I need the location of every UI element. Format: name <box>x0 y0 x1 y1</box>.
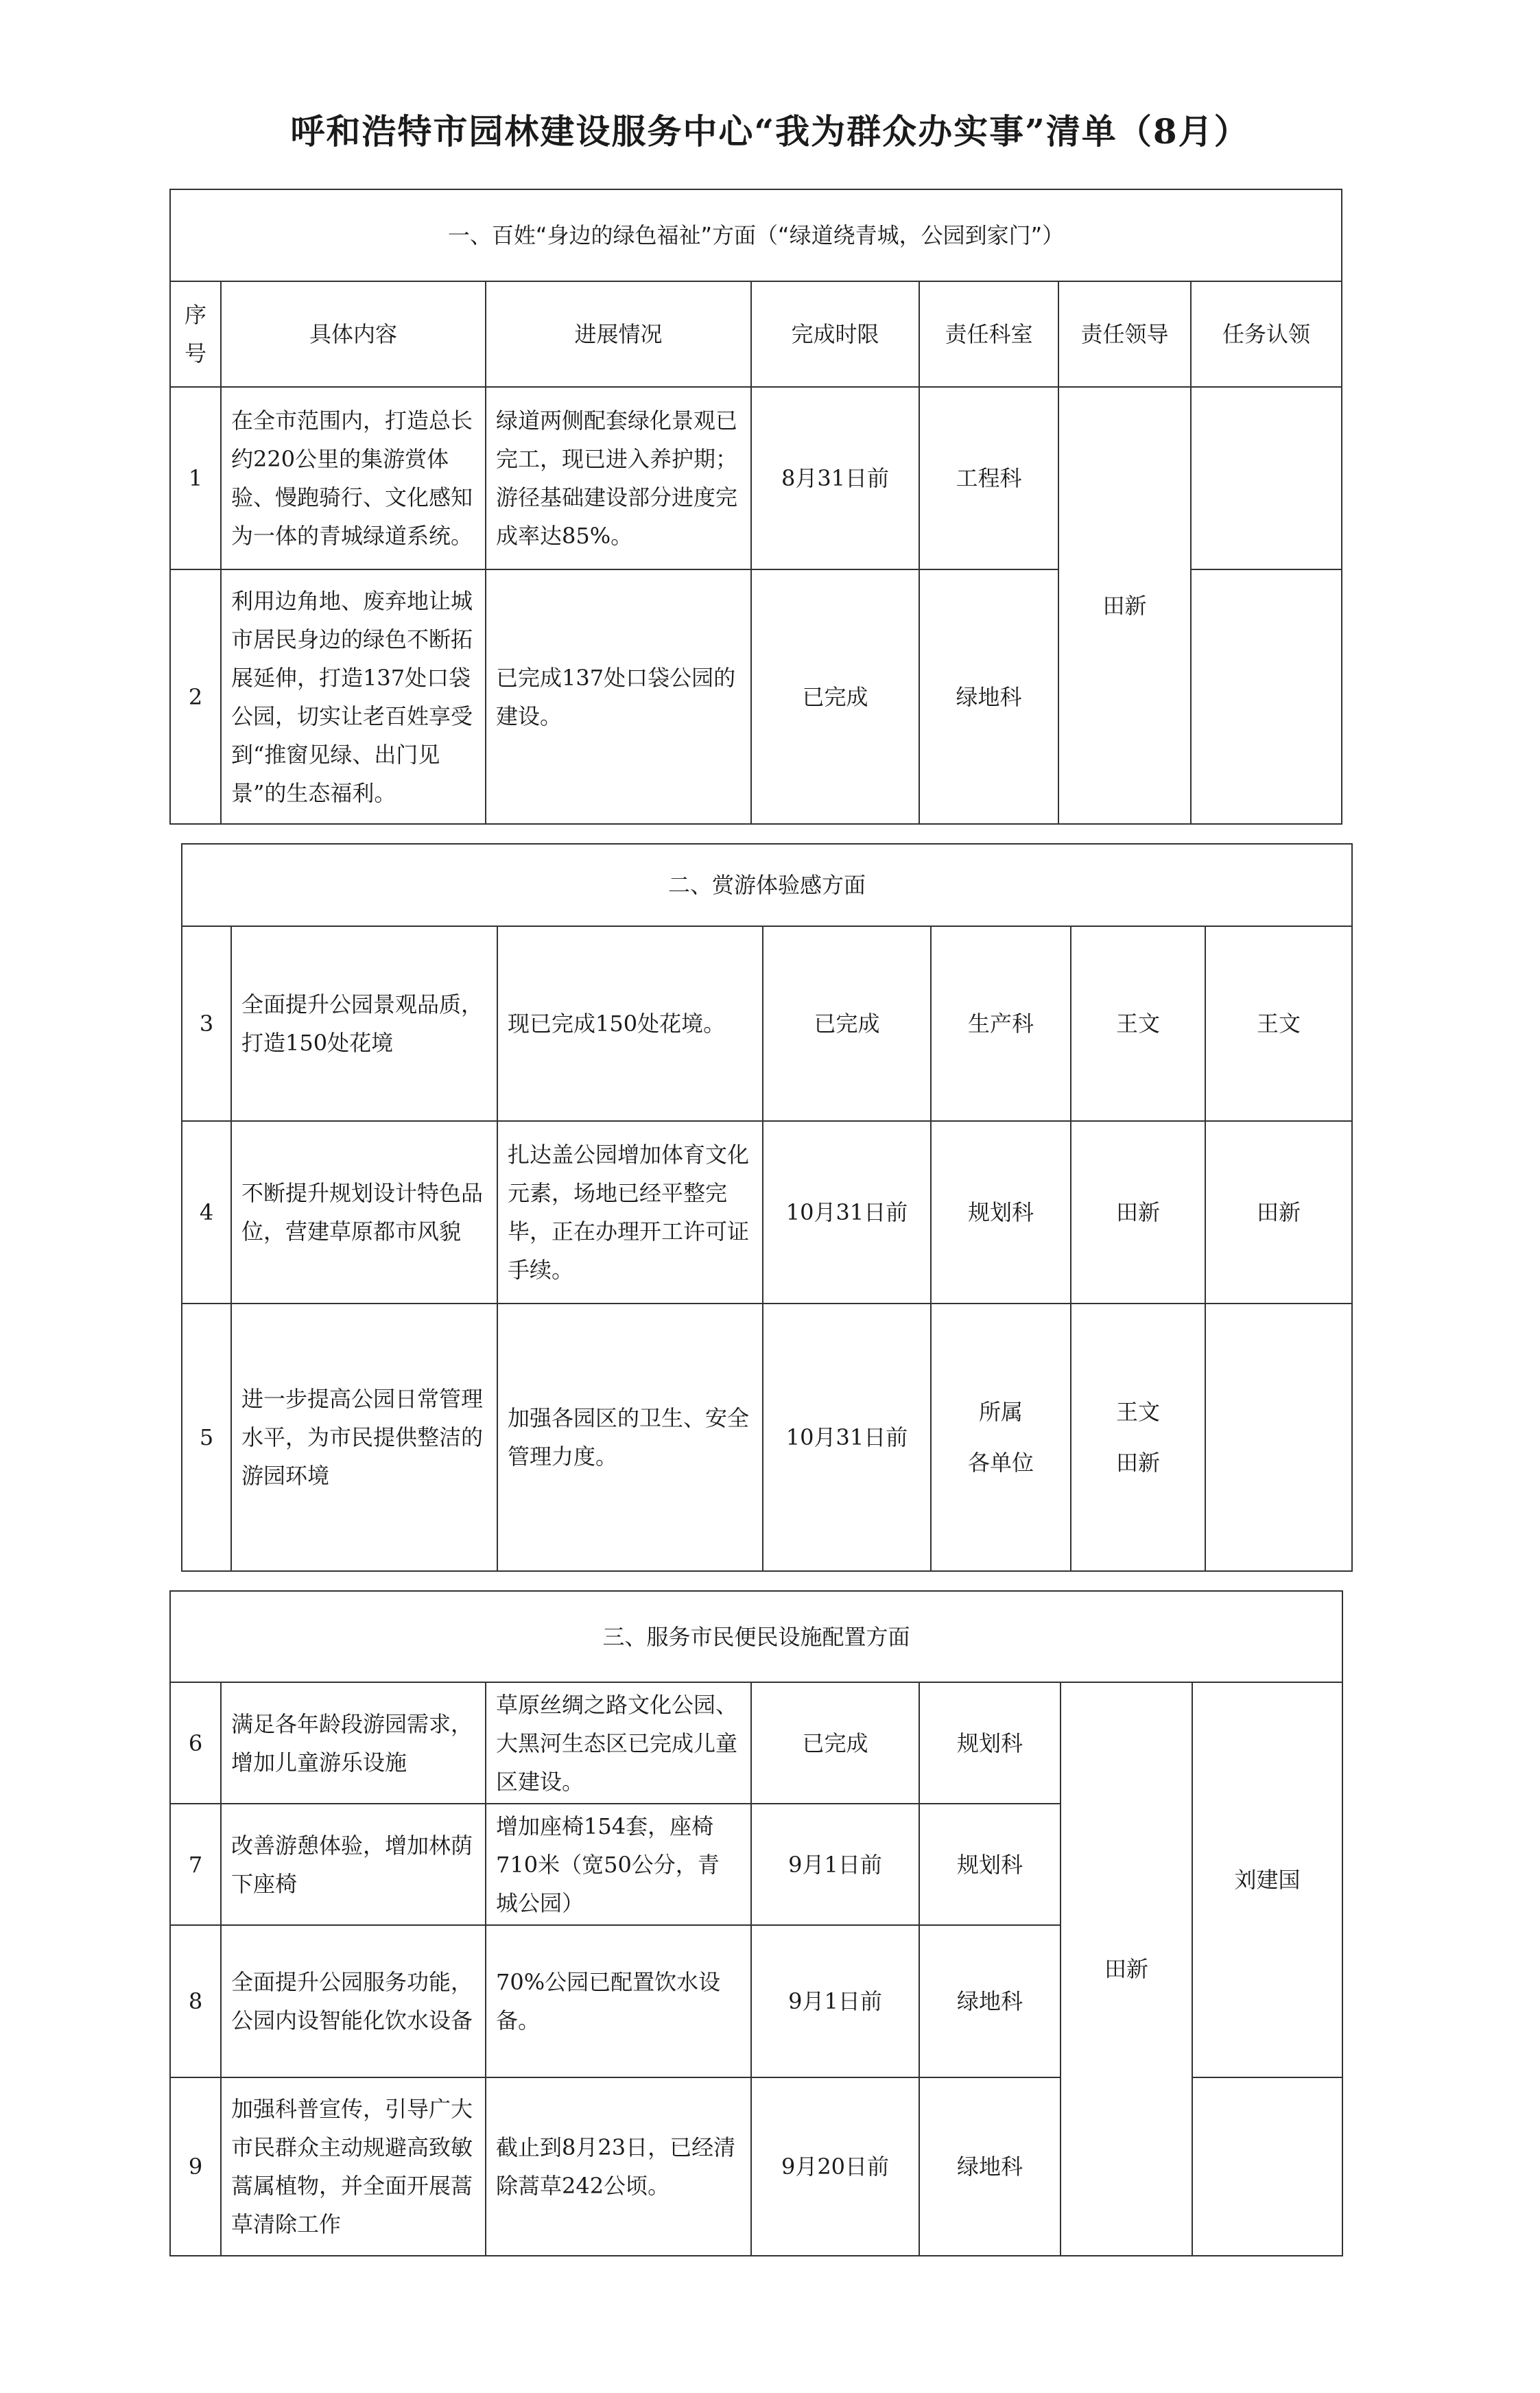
row-content: 全面提升公园景观品质，打造150处花境 <box>231 926 497 1121</box>
row-leader: 田新 <box>1071 1121 1205 1304</box>
table-row <box>170 1682 1342 1804</box>
row-number: 7 <box>170 1804 221 1925</box>
table-row <box>182 1304 1352 1571</box>
row-claim <box>1192 2077 1342 2256</box>
section1-leader: 田新 <box>1058 387 1191 824</box>
row-dept: 规划科 <box>931 1121 1071 1304</box>
col-seq-header: 序号 <box>170 281 221 387</box>
row-number: 9 <box>170 2077 221 2256</box>
row-dept: 绿地科 <box>919 2077 1061 2256</box>
row-content: 不断提升规划设计特色品位，营建草原都市风貌 <box>231 1121 497 1304</box>
row-deadline: 10月31日前 <box>763 1121 931 1304</box>
document-title: 呼和浩特市园林建设服务中心“我为群众办实事”清单（8月） <box>290 111 1250 152</box>
row-progress: 截止到8月23日，已经清除蒿草242公顷。 <box>486 2077 751 2256</box>
row-number: 8 <box>170 1925 221 2077</box>
row-progress: 现已完成150处花境。 <box>497 926 763 1121</box>
row-leader <box>1071 1304 1205 1571</box>
section1-heading: 一、百姓“身边的绿色福祉”方面（“绿道绕青城，公园到家门”） <box>170 189 1342 281</box>
row-deadline: 9月1日前 <box>751 1804 919 1925</box>
section3-claim: 刘建国 <box>1192 1682 1342 2077</box>
row-dept: 绿地科 <box>919 569 1058 824</box>
row-leader-line: 田新 <box>1115 1450 1160 1476</box>
row-leader: 王文 <box>1071 926 1205 1121</box>
row-dept <box>931 1304 1071 1571</box>
row-number: 1 <box>170 387 221 569</box>
col-progress-header: 进展情况 <box>486 281 751 387</box>
row-number: 6 <box>170 1682 221 1804</box>
row-claim <box>1191 569 1342 824</box>
row-progress: 草原丝绸之路文化公园、大黑河生态区已完成儿童区建设。 <box>486 1682 751 1804</box>
row-claim: 王文 <box>1205 926 1352 1121</box>
col-leader-header: 责任领导 <box>1058 281 1191 387</box>
row-dept: 规划科 <box>919 1682 1061 1804</box>
row-content: 加强科普宣传，引导广大市民群众主动规避高致敏蒿属植物，并全面开展蒿草清除工作 <box>221 2077 486 2256</box>
row-content: 在全市范围内，打造总长约220公里的集游赏体验、慢跑骑行、文化感知为一体的青城绿道系统。 <box>221 387 486 569</box>
row-progress: 增加座椅154套，座椅710米（宽50公分，青城公园） <box>486 1804 751 1925</box>
row-claim <box>1205 1304 1352 1571</box>
section3-table <box>169 1590 1343 2256</box>
row-dept: 规划科 <box>919 1804 1061 1925</box>
row-content: 全面提升公园服务功能，公园内设智能化饮水设备 <box>221 1925 486 2077</box>
section2-heading: 二、赏游体验感方面 <box>182 844 1352 926</box>
row-progress: 扎达盖公园增加体育文化元素，场地已经平整完毕，正在办理开工许可证手续。 <box>497 1121 763 1304</box>
section2-table <box>181 843 1353 1572</box>
section3-leader: 田新 <box>1061 1682 1192 2256</box>
row-content: 满足各年龄段游园需求，增加儿童游乐设施 <box>221 1682 486 1804</box>
row-content: 利用边角地、废弃地让城市居民身边的绿色不断拓展延伸，打造137处口袋公园，切实让老百姓享受到“推窗见绿、出门见景”的生态福利。 <box>221 569 486 824</box>
section3-heading: 三、服务市民便民设施配置方面 <box>170 1591 1342 1682</box>
row-progress: 绿道两侧配套绿化景观已完工，现已进入养护期；游径基础建设部分进度完成率达85%。 <box>486 387 751 569</box>
col-claim-header: 任务认领 <box>1191 281 1342 387</box>
row-progress: 70%公园已配置饮水设备。 <box>486 1925 751 2077</box>
row-dept-line: 各单位 <box>967 1450 1034 1476</box>
row-content: 改善游憩体验，增加林荫下座椅 <box>221 1804 486 1925</box>
col-deadline-header: 完成时限 <box>751 281 919 387</box>
table-row <box>182 1121 1352 1304</box>
row-dept: 工程科 <box>919 387 1058 569</box>
row-content: 进一步提高公园日常管理水平，为市民提供整洁的游园环境 <box>231 1304 497 1571</box>
row-deadline: 10月31日前 <box>763 1304 931 1571</box>
row-deadline: 9月20日前 <box>751 2077 919 2256</box>
row-number: 4 <box>182 1121 231 1304</box>
table-row <box>170 387 1342 569</box>
row-progress: 加强各园区的卫生、安全管理力度。 <box>497 1304 763 1571</box>
row-dept: 绿地科 <box>919 1925 1061 2077</box>
section1-table <box>169 189 1342 825</box>
row-deadline: 8月31日前 <box>751 387 919 569</box>
row-deadline: 已完成 <box>751 1682 919 1804</box>
table-row <box>182 926 1352 1121</box>
row-number: 3 <box>182 926 231 1121</box>
row-dept: 生产科 <box>931 926 1071 1121</box>
col-content-header: 具体内容 <box>221 281 486 387</box>
row-deadline: 9月1日前 <box>751 1925 919 2077</box>
row-leader-line: 王文 <box>1115 1399 1160 1425</box>
col-dept-header: 责任科室 <box>919 281 1058 387</box>
row-deadline: 已完成 <box>763 926 931 1121</box>
row-claim: 田新 <box>1205 1121 1352 1304</box>
row-dept-line: 所属 <box>978 1399 1023 1425</box>
row-number: 2 <box>170 569 221 824</box>
row-progress: 已完成137处口袋公园的建设。 <box>486 569 751 824</box>
row-number: 5 <box>182 1304 231 1571</box>
row-claim <box>1191 387 1342 569</box>
row-deadline: 已完成 <box>751 569 919 824</box>
